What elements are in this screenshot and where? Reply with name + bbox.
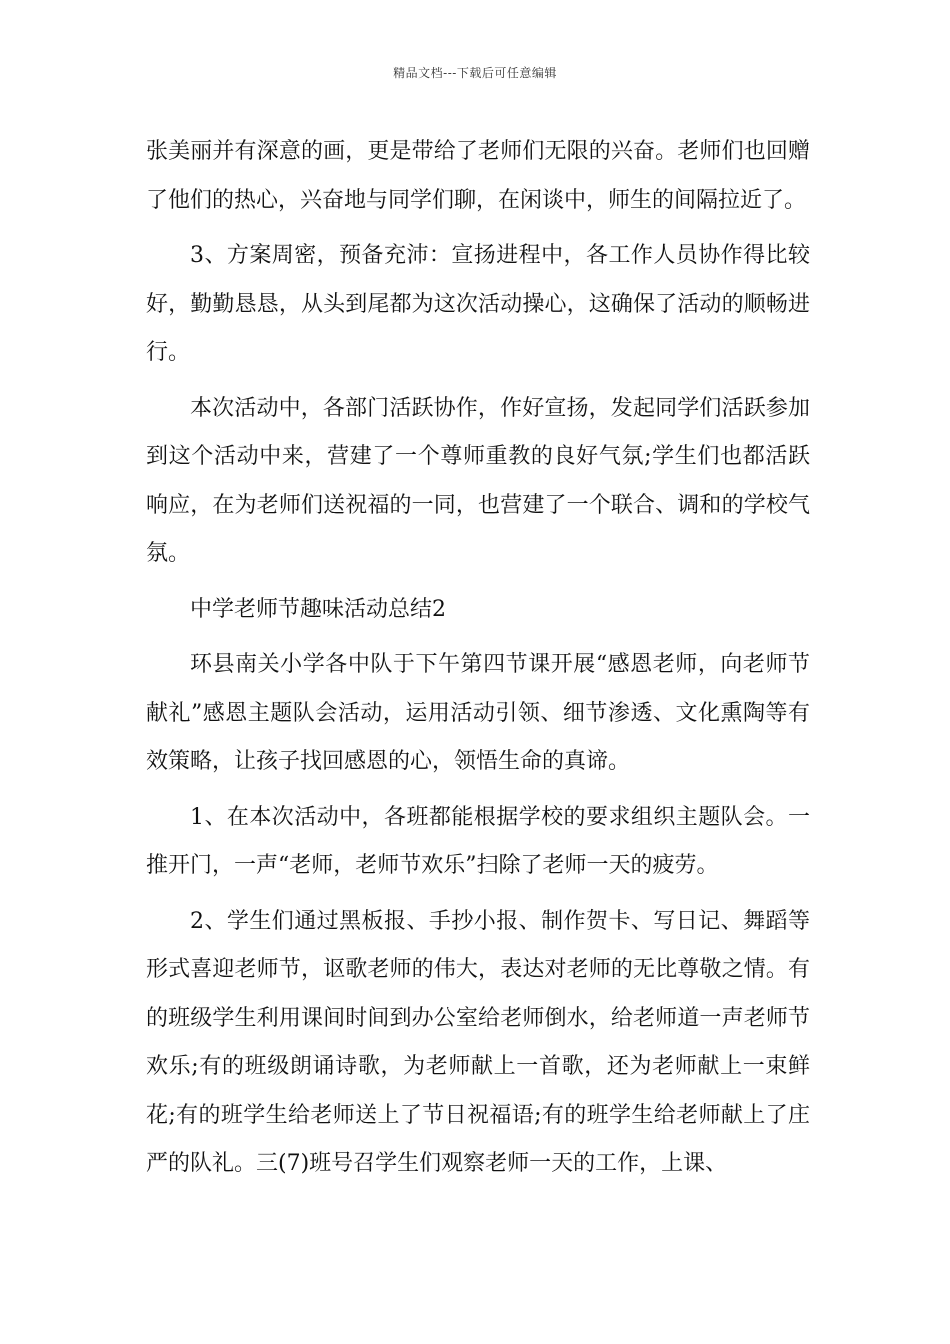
section-title: 中学老师节趣味活动总结2	[190, 596, 446, 622]
paragraph-point-1: 1、在本次活动中，各班都能根据学校的要求组织主题队会。一推开门，一声“老师，老师节欢乐”扫除了老师一天的疲劳。	[146, 804, 810, 878]
page-header: 精品文档---下载后可任意编辑	[393, 66, 557, 80]
paragraph-point-2: 2、学生们通过黑板报、手抄小报、制作贺卡、写日记、舞蹈等形式喜迎老师节，讴歌老师的伟大，表达对老师的无比尊敬之情。有的班级学生利用课间时间到办公室给老师倒水，给老师道一声老师节欢乐;有的班级朗诵诗歌，为老师献上一首歌，还为老师献上一束鲜花;有的班学生给老师送上了节日祝福语;有的班学生给老师献上了庄严的队礼。三(7)班号召学生们观察老师一天的工作，上课、	[146, 908, 810, 1176]
paragraph-activity-summary: 本次活动中，各部门活跃协作，作好宣扬，发起同学们活跃参加到这个活动中来，营建了一个尊师重教的良好气氛;学生们也都活跃响应，在为老师们送祝福的一同，也营建了一个联合、调和的学校气氛。	[146, 395, 810, 566]
document-body	[146, 128, 810, 1189]
paragraph-point-3: 3、方案周密，预备充沛：宣扬进程中，各工作人员协作得比较好，勤勤恳恳，从头到尾都为这次活动操心，这确保了活动的顺畅进行。	[146, 243, 810, 365]
paragraph-intro: 环县南关小学各中队于下午第四节课开展“感恩老师，向老师节献礼”感恩主题队会活动，运用活动引领、细节渗透、文化熏陶等有效策略，让孩子找回感恩的心，领悟生命的真谛。	[146, 652, 810, 774]
paragraph-continuation: 张美丽并有深意的画，更是带给了老师们无限的兴奋。老师们也回赠了他们的热心，兴奋地与同学们聊，在闲谈中，师生的间隔拉近了。	[146, 139, 810, 213]
